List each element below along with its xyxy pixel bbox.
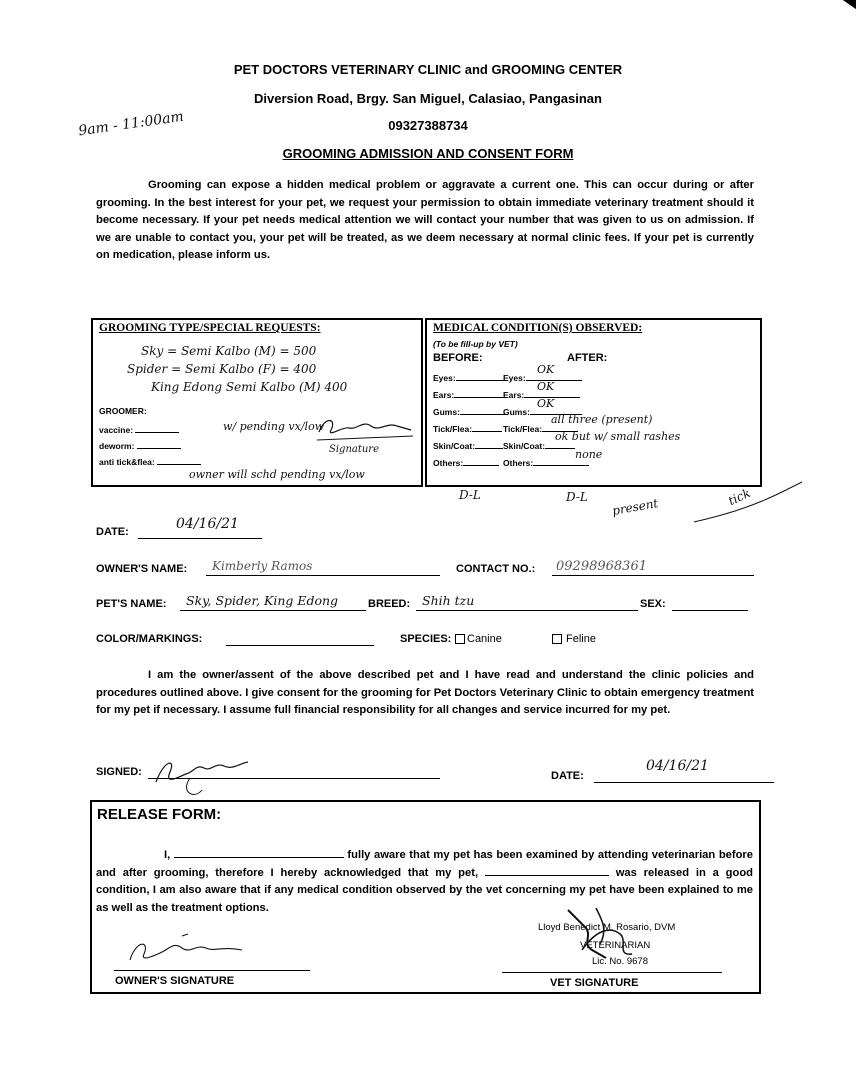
after-ears-value: OK [537, 380, 555, 393]
signed-date-line [594, 782, 774, 783]
grooming-bottom-note: owner will schd pending vx/low [189, 468, 365, 481]
grooming-request-1: Sky = Semi Kalbo (M) = 500 [141, 344, 317, 358]
grooming-box [91, 318, 423, 487]
breed-line [416, 610, 638, 611]
grooming-title: GROOMING TYPE/SPECIAL REQUESTS: [99, 322, 321, 334]
after-gums-value: OK [537, 397, 555, 410]
before-tickflea: Tick/Flea: [433, 421, 502, 434]
owner-label: OWNER'S NAME: [96, 563, 188, 575]
deworm-label: deworm: [99, 438, 181, 451]
pet-label: PET'S NAME: [96, 598, 167, 610]
intro-paragraph: Grooming can expose a hidden medical problem or aggravate a current one. This can occur during or after grooming. In the best interest for your pet, we request your permission to obtain immediate veterinary treatment should it become necessary. If your pet needs medical attention we will contact your number that was given to us on admission. If we are unable to contact you, your pet will be treated, as we deem necessary at normal clinic fees. If your pet is currently on medication, please inform us. [96, 179, 754, 262]
after-eyes: Eyes: [503, 370, 582, 383]
before-ears: Ears: [433, 387, 506, 400]
color-line [226, 645, 374, 646]
vet-title-stamp: VETERINARIAN [580, 940, 651, 951]
date-label: DATE: [96, 526, 129, 538]
after-gums: Gums: [503, 404, 582, 417]
owner-signature-line [114, 970, 310, 971]
consent-paragraph: I am the owner/assent of the above described pet and I have read and understand the clinic policies and procedures outlined above. I give consent for the grooming for Pet Doctors Veterinary Clinic to obtain emergency treatment for my pet if necessary. I assume full financial responsibility for all changes and service incurred for my pet. [96, 669, 754, 717]
breed-value: Shih tzu [422, 593, 475, 608]
date-value: 04/16/21 [176, 516, 239, 532]
time-note: 9am - 11:00am [77, 108, 185, 140]
dl-note-right: D-L [566, 490, 588, 504]
medical-title: MEDICAL CONDITION(S) OBSERVED: [433, 322, 643, 334]
vet-signature-label: VET SIGNATURE [550, 977, 639, 989]
pet-value: Sky, Spider, King Edong [186, 593, 339, 608]
grooming-request-3: King Edong Semi Kalbo (M) 400 [151, 380, 348, 394]
release-text: I, fully aware that my pet has been examined by attending veterinarian before and after grooming, therefore I hereby acknowledged that my pet, was released in a good condition, I am also aware that if any medical condition observed by the vet concerning my pet have been explained to me as well as the treatment options. [96, 849, 754, 914]
signed-date-label: DATE: [551, 770, 584, 782]
before-label: BEFORE: [433, 352, 483, 364]
dl-note-left: D-L [459, 488, 481, 502]
before-eyes: Eyes: [433, 370, 508, 383]
owner-signature-top [150, 754, 260, 802]
release-box [90, 800, 761, 994]
contact-value: 09298968361 [556, 559, 647, 574]
sex-label: SEX: [640, 598, 666, 610]
breed-label: BREED: [368, 598, 411, 610]
vet-signature-line [502, 972, 722, 973]
species-label: SPECIES: [400, 633, 452, 645]
owner-line [206, 575, 440, 576]
clinic-name: PET DOCTORS VETERINARY CLINIC and GROOMING CENTER [233, 62, 623, 77]
color-label: COLOR/MARKINGS: [96, 633, 203, 645]
before-skincoat: Skin/Coat: [433, 438, 503, 451]
after-tickflea: Tick/Flea: [503, 421, 578, 434]
clinic-phone: 09327388734 [388, 118, 468, 133]
release-title: RELEASE FORM: [97, 806, 222, 823]
pet-line [180, 610, 366, 611]
feline-label: Feline [566, 633, 596, 645]
vet-name-stamp: Lloyd Benedict M. Rosario, DVM [538, 922, 676, 933]
clinic-address: Diversion Road, Brgy. San Miguel, Calasiao, Pangasinan [254, 91, 602, 106]
signature-caption: Signature [329, 444, 380, 455]
vet-signature [562, 900, 652, 970]
after-eyes-value: OK [537, 363, 555, 376]
after-ears: Ears: [503, 387, 580, 400]
sex-line [672, 610, 748, 611]
scan-corner-mark [824, 0, 856, 10]
signed-date-value: 04/16/21 [646, 758, 709, 774]
vet-lic-stamp: Lic. No. 9678 [592, 956, 648, 967]
medical-box [425, 318, 762, 487]
owner-signature-bottom [122, 930, 252, 974]
grooming-request-2: Spider = Semi Kalbo (F) = 400 [127, 362, 317, 376]
before-others: Others: [433, 455, 499, 468]
groomer-signature [315, 412, 415, 446]
vaccine-label: vaccine: [99, 422, 179, 435]
feline-checkbox[interactable] [552, 634, 562, 644]
groomer-label: GROOMER: [99, 406, 147, 416]
date-line [138, 538, 262, 539]
antitick-label: anti tick&flea: [99, 454, 201, 467]
signed-label: SIGNED: [96, 766, 142, 778]
contact-label: CONTACT NO.: [456, 563, 536, 575]
tick-note: tick [726, 485, 753, 509]
medical-subtitle: (To be fill-up by VET) [433, 339, 518, 349]
canine-label: Canine [467, 633, 502, 645]
form-title: GROOMING ADMISSION AND CONSENT FORM [282, 146, 574, 161]
present-note: present [611, 496, 660, 518]
after-skincoat: Skin/Coat: [503, 438, 575, 451]
after-others: Others: [503, 455, 589, 468]
before-gums: Gums: [433, 404, 508, 417]
after-tickflea-value: all three (present) [551, 413, 653, 426]
pending-note: w/ pending vx/low [223, 420, 325, 433]
after-skincoat-value: ok but w/ small rashes [555, 430, 681, 443]
annotation-arrow [690, 478, 810, 528]
contact-line [552, 575, 754, 576]
owner-value: Kimberly Ramos [212, 559, 313, 573]
after-others-value: none [575, 448, 603, 461]
owner-signature-label: OWNER'S SIGNATURE [115, 975, 235, 987]
canine-checkbox[interactable] [455, 634, 465, 644]
after-label: AFTER: [567, 352, 608, 364]
